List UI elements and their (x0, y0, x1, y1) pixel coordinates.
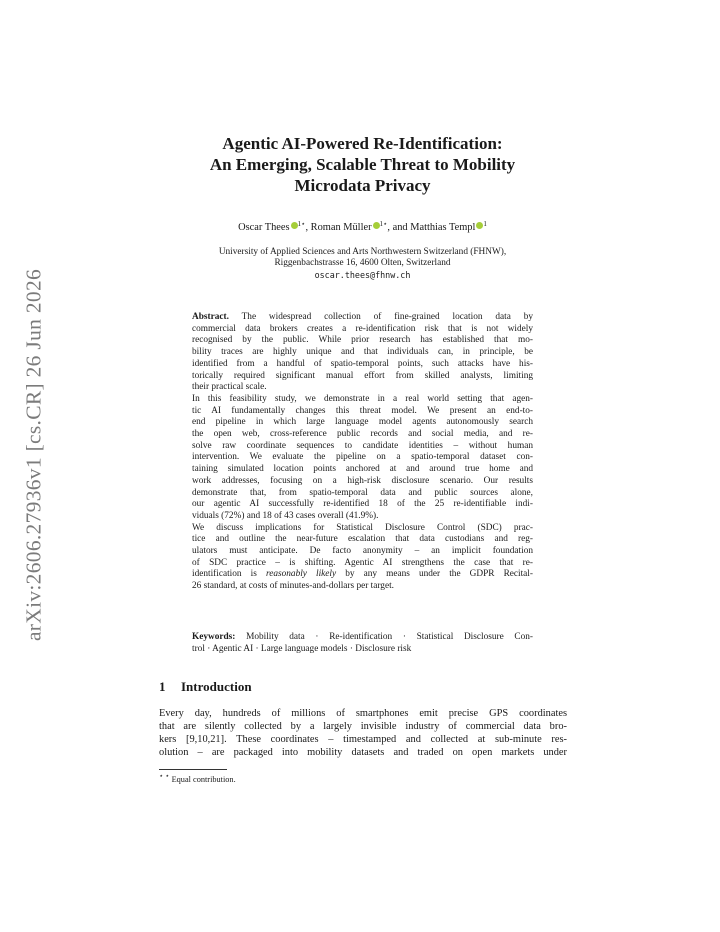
abstract-line: ulators must anticipate. De facto anonymity – an implicit foundation (192, 546, 533, 557)
abstract-line: solve raw coordinate sequences to candidate identities – without human (192, 440, 533, 451)
section-number: 1 (159, 679, 166, 694)
abstract-label: Abstract. (192, 312, 229, 322)
abstract-emphasis: reasonably likely (265, 569, 337, 580)
footnote (159, 772, 236, 784)
abstract-line: 26 standard, at costs of minutes-and-dollars per target. (192, 581, 394, 592)
keywords-line: trol · Agentic AI · Large language models · Disclosure risk (192, 643, 412, 654)
abstract-line (192, 312, 533, 324)
author-name: Oscar Thees (238, 222, 290, 233)
arxiv-identifier: arXiv:2606.27936v1 [cs.CR] 26 Jun 2026 (21, 268, 46, 642)
keywords (192, 632, 533, 655)
author-affil-mark: 1 (483, 220, 487, 228)
keywords-line (192, 632, 533, 644)
footnote-text: Equal contribution. (169, 775, 236, 784)
orcid-icon[interactable] (291, 222, 298, 229)
abstract-line: commercial data brokers creates a re-identification risk that is not widely (192, 323, 533, 334)
abstract-text: The widespread collection of fine-grained location data by (228, 312, 533, 322)
abstract-line: We discuss implications for Statistical Disclosure Control (SDC) prac- (192, 522, 533, 533)
author-list (160, 220, 565, 233)
abstract-line: identified from a handful of spatio-temporal points, such attacks have his- (192, 358, 533, 369)
footnote-rule (159, 769, 227, 770)
abstract-line: work addresses, focusing on a high-risk disclosure scenario. Our results (192, 475, 533, 486)
footnote-mark: ⋆ ⋆ (159, 772, 170, 780)
abstract-line: tic AI fundamentally changes this threat model. We present an end-to- (192, 405, 533, 416)
author-name: , Roman Müller (305, 222, 372, 233)
body-line: olution – are packaged into mobility datasets and traded on open markets under (159, 747, 567, 759)
author-email[interactable]: oscar.thees@fhnw.ch (314, 269, 411, 280)
abstract-line: our agentic AI successfully re-identified 18 of the 25 re-identifiable indi- (192, 499, 533, 510)
section-title: Introduction (181, 679, 252, 694)
body-line: kers [9,10,21]. These coordinates – timestamped and collected at sub-minute res- (159, 734, 567, 746)
abstract-line: bility traces are highly unique and that individuals can, in principle, be (192, 347, 533, 358)
abstract-line: torically required significant manual effort from skilled analysts, limiting (192, 370, 533, 381)
affiliation-line: Riggenbachstrasse 16, 4600 Olten, Switzerland (274, 258, 451, 269)
author-name: , and Matthias Templ (387, 222, 476, 233)
abstract-line: tice and outline the near-future escalation that data custodians and reg- (192, 534, 533, 545)
abstract-text: identification is (192, 569, 266, 580)
abstract-line: viduals (72%) and 18 of 43 cases overall (41.9%). (192, 510, 379, 521)
title-line: Agentic AI-Powered Re-Identification: (222, 134, 503, 153)
title-line: Microdata Privacy (294, 176, 431, 195)
abstract-line: their practical scale. (192, 382, 267, 393)
abstract-line: of SDC practice – is shifting. Agentic AI strengthens the case that re- (192, 557, 533, 568)
abstract-line: taining simulated location points anchored at and around true home and (192, 464, 533, 475)
title-line: An Emerging, Scalable Threat to Mobility (209, 155, 516, 174)
abstract-line: demonstrate that, from spatio-temporal data and public sources alone, (192, 487, 533, 498)
abstract-line: intervention. We evaluate the pipeline on a spatio-temporal dataset con- (192, 452, 533, 463)
body-line: that are silently collected by a largely invisible industry of commercial data bro- (159, 721, 567, 733)
author-affil-mark: 1⋆ (297, 220, 306, 228)
abstract (192, 312, 533, 593)
orcid-icon[interactable] (373, 222, 380, 229)
abstract-line (192, 569, 533, 581)
abstract-text: by any means under the GDPR Recital- (336, 569, 533, 580)
body-paragraph (159, 707, 567, 759)
affiliation-line: University of Applied Sciences and Arts Northwestern Switzerland (FHNW), (218, 247, 507, 257)
abstract-line: In this feasibility study, we demonstrate in a real world setting that agen- (192, 393, 533, 404)
keywords-label: Keywords: (192, 632, 236, 642)
keywords-text: Mobility data · Re-identification · Statistical Disclosure Con- (235, 632, 533, 642)
paper-title (160, 133, 565, 196)
affiliation (160, 247, 565, 281)
abstract-line: recognised by the public. While prior research has established that mo- (192, 335, 533, 346)
section-heading (159, 679, 252, 695)
author-affil-mark: 1⋆ (379, 220, 388, 228)
abstract-line: end pipeline in which large language model agents autonomously search (192, 417, 533, 428)
body-line: Every day, hundreds of millions of smartphones emit precise GPS coordinates (159, 708, 567, 719)
abstract-line: the open web, cross-reference public records and social media, and re- (192, 429, 533, 440)
